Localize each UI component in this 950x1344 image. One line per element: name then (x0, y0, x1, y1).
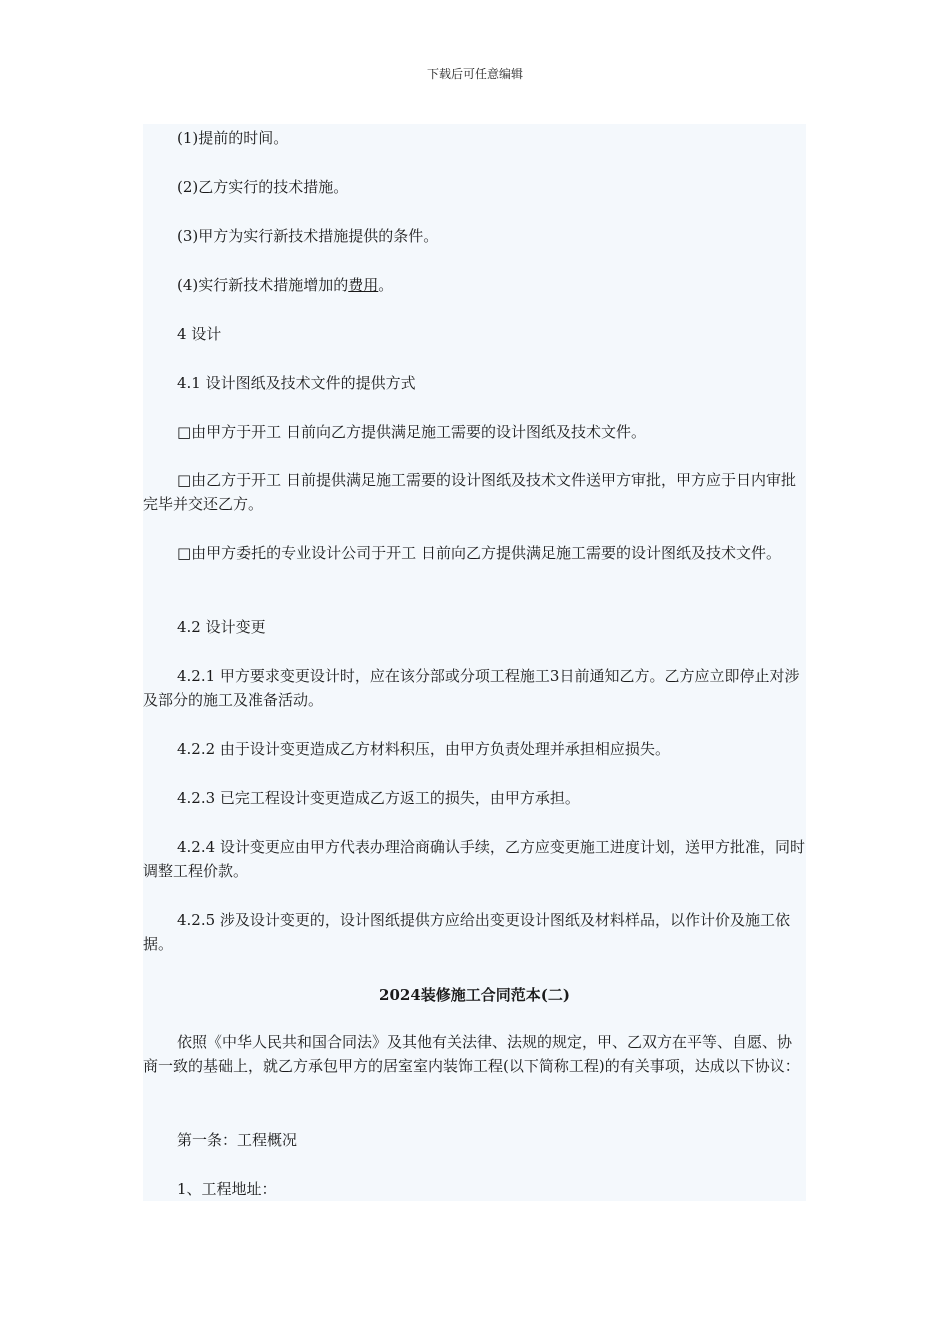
costs-link[interactable]: 费用 (348, 276, 379, 294)
clause-4-2-4: 4.2.4 设计变更应由甲方代表办理洽商确认手续，乙方应变更施工进度计划，送甲方批准，同时调整工程价款。 (143, 838, 805, 880)
clause-4-2-5: 4.2.5 涉及设计变更的，设计图纸提供方应给出变更设计图纸及材料样品，以作计价及施工依据。 (143, 911, 790, 953)
option-party-b-provides: □由乙方于开工 日前提供满足施工需要的设计图纸及技术文件送甲方审批，甲方应于日内审批完毕并交还乙方。 (143, 471, 796, 513)
clause-4-2-2: 4.2.2 由于设计变更造成乙方材料积压，由甲方负责处理并承担相应损失。 (177, 740, 670, 758)
paragraph-added-costs (143, 273, 806, 297)
preamble-paragraph: 依照《中华人民共和国合同法》及其他有关法律、法规的规定，甲、乙双方在平等、自愿、协商一致的基础上，就乙方承包甲方的居室室内装饰工程(以下简称工程)的有关事项，达成以下协议： (143, 1033, 800, 1075)
option-design-company-provides: □由甲方委托的专业设计公司于开工 日前向乙方提供满足施工需要的设计图纸及技术文件。 (177, 544, 781, 562)
subsection-heading-provision: 4.1 设计图纸及技术文件的提供方式 (177, 374, 416, 392)
paragraph-early-time: (1)提前的时间。 (177, 129, 289, 147)
clause-4-2-3: 4.2.3 已完工程设计变更造成乙方返工的损失，由甲方承担。 (177, 789, 580, 807)
project-address-line: 1、工程地址： (177, 1180, 277, 1198)
document-body (143, 124, 806, 1201)
paragraph-conditions: (3)甲方为实行新技术措施提供的条件。 (177, 227, 439, 245)
clause-4-2-1: 4.2.1 甲方要求变更设计时，应在该分部或分项工程施工3日前通知乙方。乙方应立即停止对涉及部分的施工及准备活动。 (143, 667, 800, 709)
subsection-heading-design-change: 4.2 设计变更 (177, 618, 266, 636)
option-party-a-provides: □由甲方于开工 日前向乙方提供满足施工需要的设计图纸及技术文件。 (177, 423, 646, 441)
article-one-heading: 第一条：工程概况 (177, 1131, 298, 1149)
page-header-note: 下载后可任意编辑 (426, 67, 523, 81)
paragraph-added-costs-end: 。 (378, 276, 394, 294)
contract-title: 2024装修施工合同范本(二) (379, 986, 570, 1004)
section-heading-design: 4 设计 (177, 325, 222, 343)
paragraph-tech-measures: (2)乙方实行的技术措施。 (177, 178, 349, 196)
paragraph-added-costs-text: (4)实行新技术措施增加的 (177, 276, 349, 294)
